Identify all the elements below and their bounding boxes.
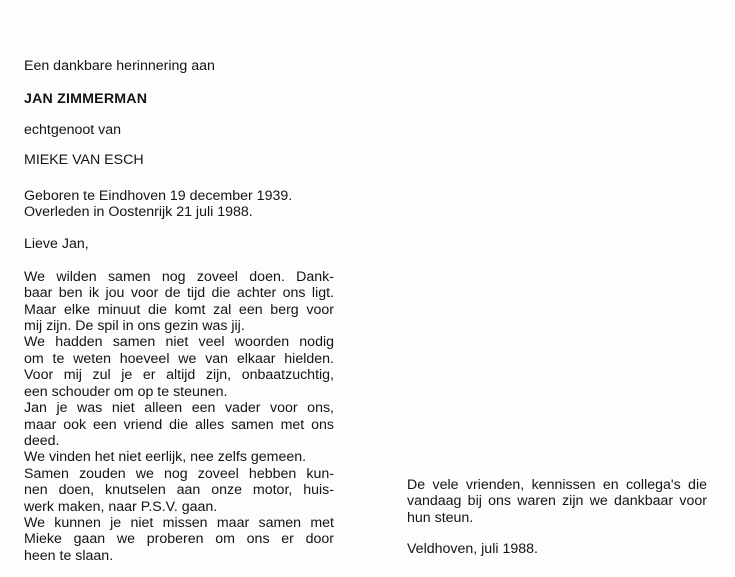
- thanks-line: De vele vrienden, kennissen en collega's die: [407, 477, 707, 493]
- poem-line: deed.: [24, 432, 60, 449]
- poem-line: baar ben ik jou voor de tijd die achter ons ligt.: [24, 285, 334, 302]
- thanks-line: vandaag bij ons waren zijn we dankbaar voor: [407, 493, 707, 510]
- poem-line: Mieke gaan we proberen om ons er door: [24, 531, 334, 548]
- poem-line: mij zijn. De spil in ons gezin was jij.: [24, 318, 245, 335]
- poem-line: Samen zouden we nog zoveel hebben kun-: [24, 465, 334, 482]
- spouse-name: MIEKE VAN ESCH: [24, 152, 144, 169]
- poem: [24, 269, 334, 564]
- birth-line: Geboren te Eindhoven 19 december 1939.: [24, 187, 293, 204]
- poem-line: heen te slaan.: [24, 547, 114, 564]
- poem-line: Maar elke minuut die komt zal een berg voor: [24, 301, 334, 318]
- life-dates: [24, 188, 334, 221]
- poem-line: We hadden samen niet veel woorden nodig: [24, 334, 334, 351]
- place-date: Veldhoven, juli 1988.: [407, 541, 538, 558]
- poem-line: We vinden het niet eerlijk, nee zelfs gemeen.: [24, 449, 307, 466]
- deceased-name: JAN ZIMMERMAN: [24, 91, 148, 108]
- salutation: Lieve Jan,: [24, 236, 89, 253]
- poem-line: werk maken, naar P.S.V. gaan.: [24, 498, 218, 515]
- poem-line: maar ook een vriend die alles samen met ons: [24, 416, 334, 433]
- poem-line: een schouder om op te steunen.: [24, 383, 228, 400]
- poem-line: nen doen, knutselen aan onze motor, huis-: [24, 482, 334, 499]
- memorial-right-column: [407, 477, 707, 558]
- poem-line: We wilden samen nog zoveel doen. Dank-: [24, 268, 334, 285]
- memorial-left-column: [24, 58, 334, 564]
- poem-line: Jan je was niet alleen een vader voor ons,: [24, 400, 334, 417]
- thanks-line: hun steun.: [407, 509, 474, 526]
- spouse-label: echtgenoot van: [24, 121, 122, 138]
- poem-line: om te weten hoeveel we van elkaar hielden.: [24, 350, 334, 367]
- death-line: Overleden in Oostenrijk 21 juli 1988.: [24, 204, 253, 221]
- poem-line: Voor mij zul je er altijd zijn, onbaatzuchtig,: [24, 367, 334, 384]
- thanks-message: [407, 477, 707, 526]
- poem-line: We kunnen je niet missen maar samen met: [24, 514, 334, 531]
- intro-text: Een dankbare herinnering aan: [24, 58, 215, 74]
